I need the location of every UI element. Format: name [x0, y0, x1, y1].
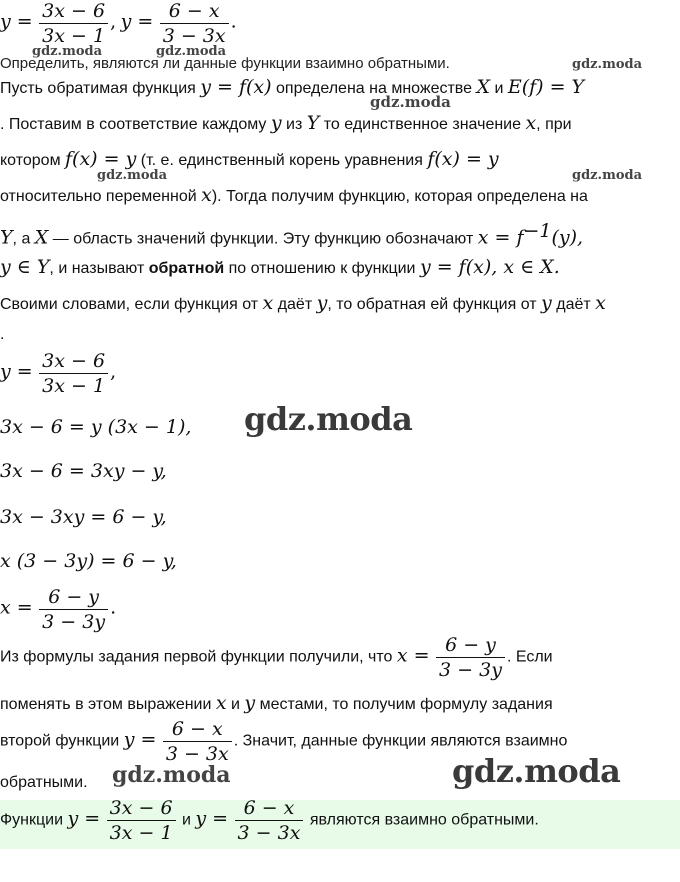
step-4: 3x − 3xy = 6 − y, — [0, 506, 167, 528]
para1-line5: Y, а X — область значений функции. Эту функцию обозначают $x = f^{-1}(y)$, — [0, 220, 584, 249]
watermark-small-1: gdz.moda — [32, 44, 103, 59]
header-fraction-1 — [39, 0, 108, 47]
bold-term-inverse: обратной — [148, 260, 225, 277]
para1-line3: котором f(x) = y (т. е. единственный корень уравнения f(x) = y — [0, 148, 499, 170]
watermark-small-2: gdz.moda — [156, 44, 227, 59]
header-frac1-num: 3x − 6 — [42, 0, 106, 22]
para2-line1: Своими словами, если функция от x даёт y, то обратная ей функция от y даёт x — [0, 292, 606, 314]
watermark-small-5: gdz.moda — [97, 168, 168, 183]
para1-line6: y ∈ Y, и называют обратной по отношению к функции y = f(x), x ∈ X. — [0, 256, 560, 278]
answer-fraction-1: $\frac{3x - 6}{3x - 1}$ — [107, 797, 176, 844]
watermark-large-1: gdz.moda — [244, 400, 413, 438]
conclusion-line2: поменять в этом выражении x и y местами, то получим формулу задания — [0, 692, 553, 714]
header-frac2-num: 6 − x — [168, 0, 220, 22]
step-3: 3x − 6 = 3xy − y, — [0, 460, 167, 482]
header-y-eq: y = — [0, 10, 33, 33]
step-1: y = $\frac{3x - 6}{3x - 1}$ , — [0, 350, 117, 397]
watermark-small-3: gdz.moda — [572, 57, 643, 72]
conclusion-line1: Из формулы задания первой функции получили, что x = $\frac{6 - y}{3 - 3y}$ . Если — [0, 634, 553, 681]
para1-line4: относительно переменной x). Тогда получим функцию, которая определена на — [0, 184, 588, 206]
watermark-small-4: gdz.moda — [370, 93, 451, 111]
step-2: 3x − 6 = y (3x − 1), — [0, 416, 192, 438]
answer-line: Функции y = $\frac{3x - 6}{3x - 1}$ и y = $\frac{6 - x}{3 - 3x}$ являются взаимно обратными. — [0, 797, 539, 844]
watermark-small-6: gdz.moda — [572, 168, 643, 183]
watermark-medium: gdz.moda — [112, 762, 231, 788]
answer-fraction-2: $\frac{6 - x}{3 - 3x}$ — [235, 797, 304, 844]
para1-line2: . Поставим в соответствие каждому y из Y то единственное значение x, при — [0, 112, 572, 134]
step-5: x (3 − 3y) = 6 − y, — [0, 550, 177, 572]
header-y-eq-2: y = — [120, 10, 154, 33]
watermark-large-2: gdz.moda — [452, 752, 621, 790]
step-6: x = $\frac{6 - y}{3 - 3y}$ . — [0, 586, 117, 633]
header-fraction-2 — [160, 0, 229, 47]
question-text: Определить, являются ли данные функции взаимно обратными. — [0, 55, 450, 72]
para1-line1: Пусть обратимая функция y = f(x) определена на множестве X и E(f) = Y — [0, 76, 585, 98]
para2-line2: . — [0, 326, 5, 343]
conclusion-line3: второй функции y = $\frac{6 - x}{3 - 3x}$ . Значит, данные функции являются взаимно — [0, 718, 568, 765]
header-formula: y = $\frac{3x - 6}{3x - 1}$ , y = $\frac{6 - x}{3 - 3x}$ . — [0, 0, 237, 47]
conclusion-fraction-1: $\frac{6 - y}{3 - 3y}$ — [436, 634, 505, 681]
step6-fraction: $\frac{6 - y}{3 - 3y}$ — [39, 586, 108, 633]
header-frac2-den: 3 − 3x — [160, 23, 229, 47]
conclusion-line4: обратными. — [0, 774, 88, 791]
header-frac1-den: 3x − 1 — [39, 23, 108, 47]
conclusion-fraction-2: $\frac{6 - x}{3 - 3x}$ — [163, 718, 232, 765]
step1-fraction: $\frac{3x - 6}{3x - 1}$ — [39, 350, 108, 397]
